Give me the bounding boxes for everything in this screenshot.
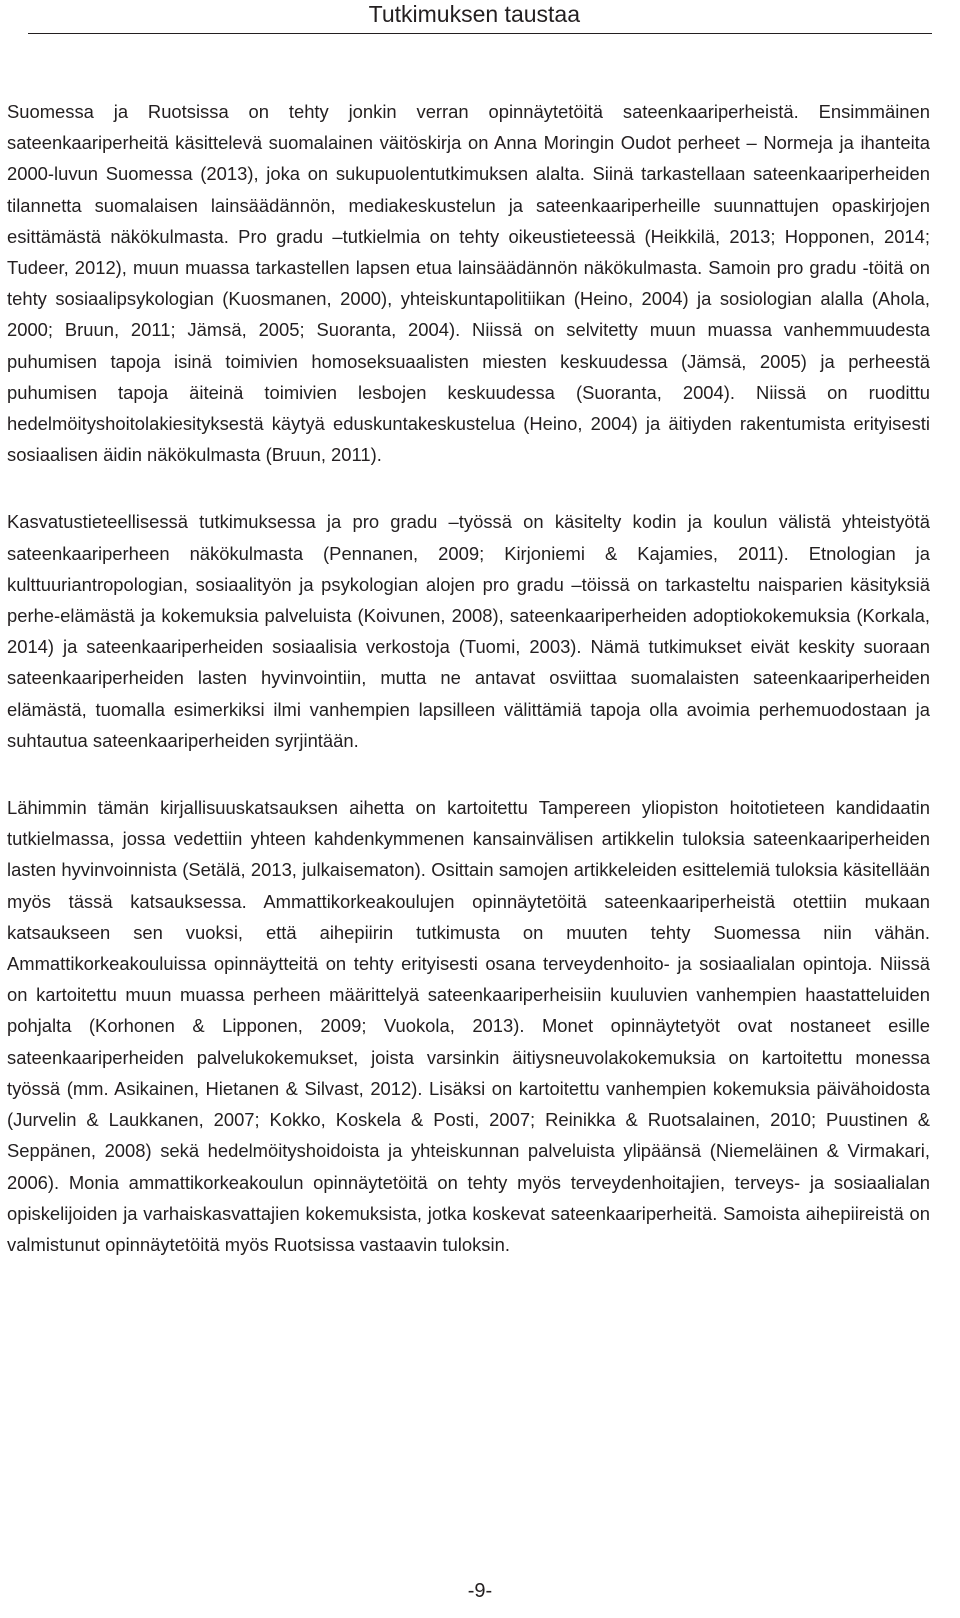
- page-number: -9-: [467, 1580, 493, 1602]
- running-header: [28, 0, 932, 34]
- paragraph-education-research: Kasvatustieteellisessä tutkimuksessa ja pro gradu –työssä on käsitelty kodin ja koulun välistä yhteistyötä sateenkaariperheen näkökulmasta (Pennanen, 2009; Kirjoniemi & Kajamies, 2011). Etnologian ja kulttuuriantropologian, sosiaalityön ja psykologian alojen pro gradu –töissä on tarkasteltu naisparien käsityksiä perhe-elämästä ja kokemuksia palveluista (Koivunen, 2008), sateenkaariperheiden adoptiokokemuksia (Korkala, 2014) ja sateenkaariperheiden sosiaalisia verkostoja (Tuomi, 2003). Nämä tutkimukset eivät keskity suoraan sateenkaariperheiden lasten hyvinvointiin, mutta ne antavat osviittaa suomalaisten sateenkaariperheiden elämästä, tuomalla esimerkiksi ilmi vanhempien lapsilleen välittämiä tapoja olla avoimia perhemuodostaan ja suhtautua sateenkaariperheiden syrjintään.: [7, 511, 930, 751]
- running-header-title: Tutkimuksen taustaa: [368, 1, 580, 27]
- body-text: [7, 96, 930, 1296]
- paragraph-previous-theses: Suomessa ja Ruotsissa on tehty jonkin verran opinnäytetöitä sateenkaariperheistä. Ensimmäinen sateenkaariperheitä käsittelevä suomalainen väitöskirja on Anna Moringin Oudot perheet – Normeja ja ihanteita 2000-luvun Suomessa (2013), joka on sukupuolentutkimuksen alalta. Siinä tarkastellaan sateenkaariperheiden tilannetta suomalaisen lainsäädännön, mediakeskustelun ja sateenkaariperheille suunnattujen opaskirjojen esittämästä näkökulmasta. Pro gradu –tutkielmia on tehty oikeustieteessä (Heikkilä, 2013; Hopponen, 2014; Tudeer, 2012), muun muassa tarkastellen lapsen etua lainsäädännön näkökulmasta. Samoin pro gradu -töitä on tehty sosiaalipsykologian (Kuosmanen, 2000), yhteiskuntapolitiikan (Heino, 2004) ja sosiologian alalla (Ahola, 2000; Bruun, 2011; Jämsä, 2005; Suoranta, 2004). Niissä on selvitetty muun muassa vanhemmuudesta puhumisen tapoja isinä toimivien homoseksuaalisten miesten keskuudessa (Jämsä, 2005) ja perheestä puhumisen tapoja äiteinä toimivien lesbojen keskuudessa (Suoranta, 2004). Niissä on ruodittu hedelmöityshoitolakiesityksestä käytyä eduskuntakeskustelua (Heino, 2004) ja äitiyden rakentumista erityisesti sosiaalisen äidin näkökulmasta (Bruun, 2011).: [7, 101, 930, 466]
- paragraph-literature-review: Lähimmin tämän kirjallisuuskatsauksen aihetta on kartoitettu Tampereen yliopiston hoitotieteen kandidaatin tutkielmassa, jossa vedettiin yhteen kahdenkymmenen kansainvälisen artikkelin tuloksia sateenkaariperheiden lasten hyvinvoinnista (Setälä, 2013, julkaisematon). Osittain samojen artikkeleiden esittelemiä tuloksia käsitellään myös tässä katsauksessa. Ammattikorkeakoulujen opinnäytetöitä sateenkaariperheistä otettiin mukaan katsaukseen sen vuoksi, että aihepiirin tutkimusta on muuten tehty Suomessa niin vähän. Ammattikorkeakouluissa opinnäytteitä on tehty erityisesti osana terveydenhoito- ja sosiaalialan opintoja. Niissä on kartoitettu muun muassa perheen määrittelyä sateenkaariperheisiin kuuluvien vanhempien haastatteluiden pohjalta (Korhonen & Lipponen, 2009; Vuokola, 2013). Monet opinnäytetyöt ovat nostaneet esille sateenkaariperheiden palvelukokemukset, joista varsinkin äitiysneuvolakokemuksia on kartoitettu monessa työssä (mm. Asikainen, Hietanen & Silvast, 2012). Lisäksi on kartoitettu vanhempien kokemuksia päivähoidosta (Jurvelin & Laukkanen, 2007; Kokko, Koskela & Posti, 2007; Reinikka & Ruotsalainen, 2010; Puustinen & Seppänen, 2008) sekä hedelmöityshoidoista ja yhteiskunnan palveluista ylipäänsä (Niemeläinen & Virmakari, 2006). Monia ammattikorkeakoulun opinnäytetöitä on tehty myös terveydenhoitajien, terveys- ja sosiaalialan opiskelijoiden ja varhaiskasvattajien kokemuksista, jotka koskevat sateenkaariperheitä. Samoista aihepiireistä on valmistunut opinnäytetöitä myös Ruotsissa vastaavin tuloksin.: [7, 797, 930, 1255]
